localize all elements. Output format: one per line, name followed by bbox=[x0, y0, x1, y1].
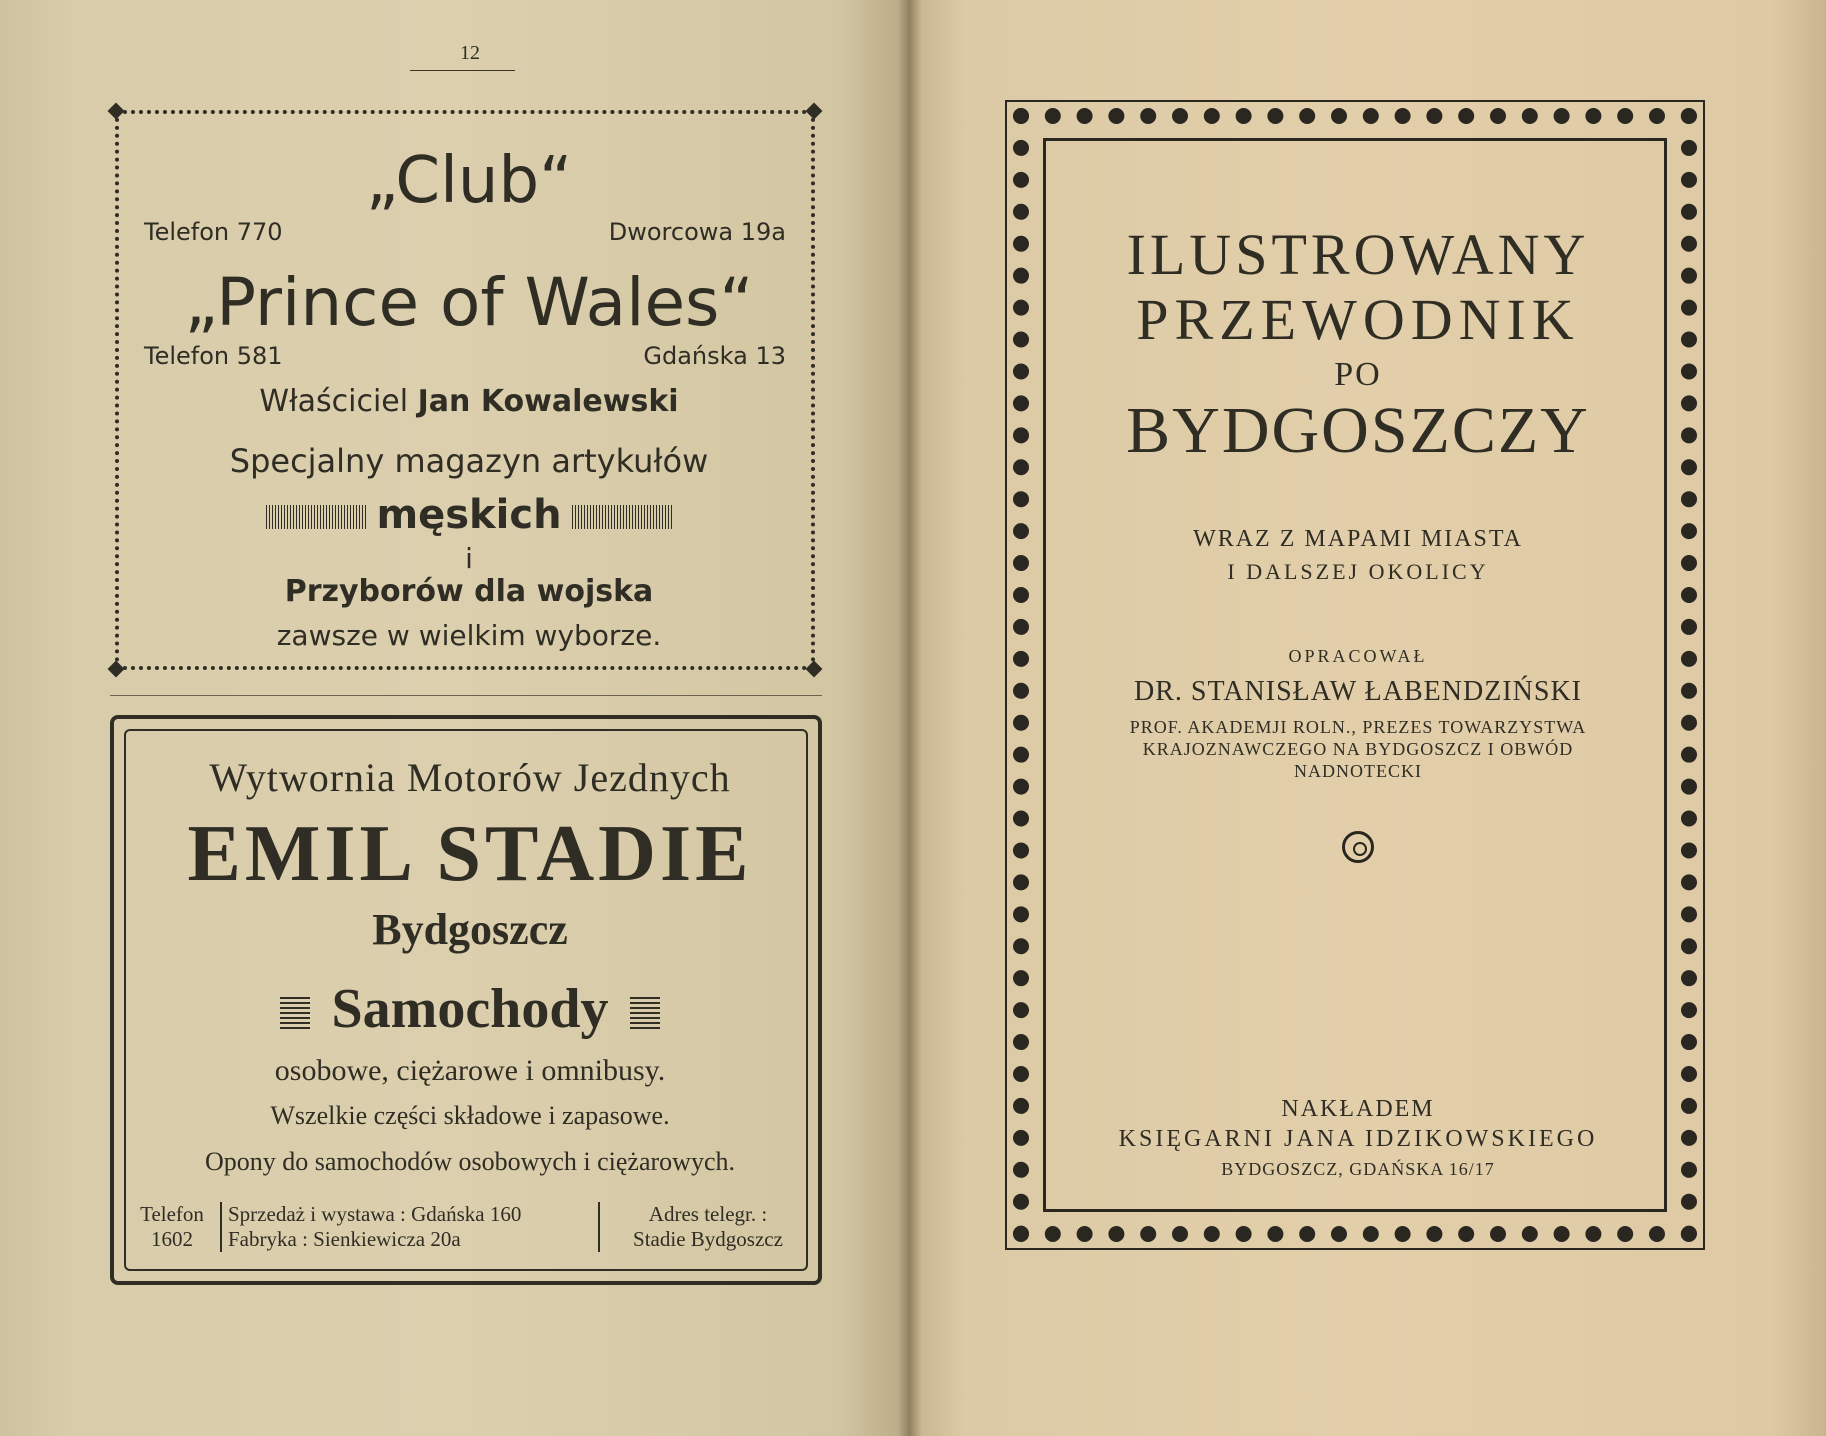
corner-ornament-icon bbox=[806, 103, 823, 120]
corner-ornament-icon bbox=[108, 103, 125, 120]
telegraph-label: Adres telegr. : bbox=[648, 1202, 768, 1226]
stadie-advertisement bbox=[110, 715, 822, 1285]
company-name: EMIL STADIE bbox=[187, 810, 753, 898]
subtitle-line-2: I DALSZEJ OKOLICY bbox=[1227, 559, 1489, 584]
author-title-line-3: NADNOTECKI bbox=[1294, 761, 1422, 781]
author-title-line-2: KRAJOZNAWCZEGO NA BYDGOSZCZ I OBWÓD bbox=[1142, 739, 1574, 759]
page-number-rule bbox=[410, 70, 515, 71]
hatch-ornament-icon bbox=[266, 505, 366, 529]
ornament-core bbox=[1353, 842, 1367, 856]
owner-line bbox=[119, 384, 819, 419]
choice-line: zawsze w wielkim wyborze. bbox=[276, 619, 662, 652]
title-page-frame bbox=[1005, 100, 1705, 1250]
telegraph-address: Stadie Bydgoszcz bbox=[633, 1227, 783, 1251]
prince-of-wales-name: „Prince of Wales“ bbox=[184, 264, 754, 341]
title-inner-frame bbox=[1043, 138, 1667, 1212]
publisher-label: NAKŁADEM bbox=[1281, 1096, 1435, 1122]
specialty-line: Specjalny magazyn artykułów bbox=[229, 442, 709, 480]
compiled-by-label: OPRACOWAŁ bbox=[1288, 646, 1428, 666]
title-line-2: PRZEWODNIK bbox=[1136, 287, 1580, 352]
hatch-ornament-icon bbox=[572, 505, 672, 529]
hatch-ornament-icon bbox=[280, 997, 310, 1031]
flower-ornament-icon bbox=[1342, 831, 1374, 863]
title-line-4: BYDGOSZCZY bbox=[1126, 394, 1590, 467]
stadie-footer bbox=[132, 1202, 808, 1262]
corner-ornament-icon bbox=[108, 661, 125, 678]
prince-phone: Telefon 581 bbox=[144, 342, 283, 370]
and-line: i bbox=[465, 542, 473, 575]
left-page bbox=[0, 0, 910, 1436]
company-city: Bydgoszcz bbox=[372, 905, 568, 954]
military-line: Przyborów dla wojska bbox=[284, 574, 654, 609]
club-address: Dworcowa 19a bbox=[608, 218, 786, 246]
corner-ornament-icon bbox=[806, 661, 823, 678]
book-gutter bbox=[898, 0, 922, 1436]
footer-telegraph bbox=[608, 1202, 808, 1252]
mens-text: męskich bbox=[376, 492, 562, 538]
ads-divider bbox=[110, 695, 822, 696]
tires-line: Opony do samochodów osobowych i ciężarowych. bbox=[205, 1147, 735, 1176]
subtitle-line-1: WRAZ Z MAPAMI MIASTA bbox=[1193, 526, 1523, 552]
factory-address: Fabryka : Sienkiewicza 20a bbox=[228, 1227, 461, 1251]
car-types: osobowe, ciężarowe i omnibusy. bbox=[274, 1054, 666, 1087]
factory-line: Wytwornia Motorów Jezdnych bbox=[209, 755, 731, 800]
club-name: „Club“ bbox=[365, 144, 573, 218]
author-title bbox=[1046, 716, 1670, 782]
sales-address: Sprzedaż i wystawa : Gdańska 160 bbox=[228, 1202, 522, 1226]
cars-text: Samochody bbox=[331, 978, 609, 1040]
cars-line bbox=[114, 977, 826, 1041]
mens-line bbox=[119, 492, 819, 538]
publisher-address: BYDGOSZCZ, GDAŃSKA 16/17 bbox=[1221, 1159, 1495, 1179]
owner-label: Właściciel bbox=[259, 384, 409, 419]
prince-address: Gdańska 13 bbox=[643, 342, 786, 370]
phone-label: Telefon bbox=[140, 1202, 204, 1226]
title-line-3: PO bbox=[1334, 356, 1382, 393]
publisher-name: KSIĘGARNI JANA IDZIKOWSKIEGO bbox=[1118, 1126, 1598, 1152]
author-name: DR. STANISŁAW ŁABENDZIŃSKI bbox=[1134, 676, 1582, 707]
title-line-1: ILUSTROWANY bbox=[1126, 222, 1590, 287]
club-advertisement bbox=[115, 110, 815, 670]
author-title-line-1: PROF. AKADEMJI ROLN., PREZES TOWARZYSTWA bbox=[1129, 717, 1587, 737]
hatch-ornament-icon bbox=[630, 997, 660, 1031]
club-phone: Telefon 770 bbox=[144, 218, 283, 246]
page-number: 12 bbox=[460, 42, 480, 64]
owner-name: Jan Kowalewski bbox=[417, 384, 679, 419]
footer-phone bbox=[132, 1202, 212, 1252]
footer-addresses bbox=[220, 1202, 600, 1252]
phone-number: 1602 bbox=[151, 1227, 193, 1251]
parts-line: Wszelkie części składowe i zapasowe. bbox=[270, 1101, 670, 1130]
